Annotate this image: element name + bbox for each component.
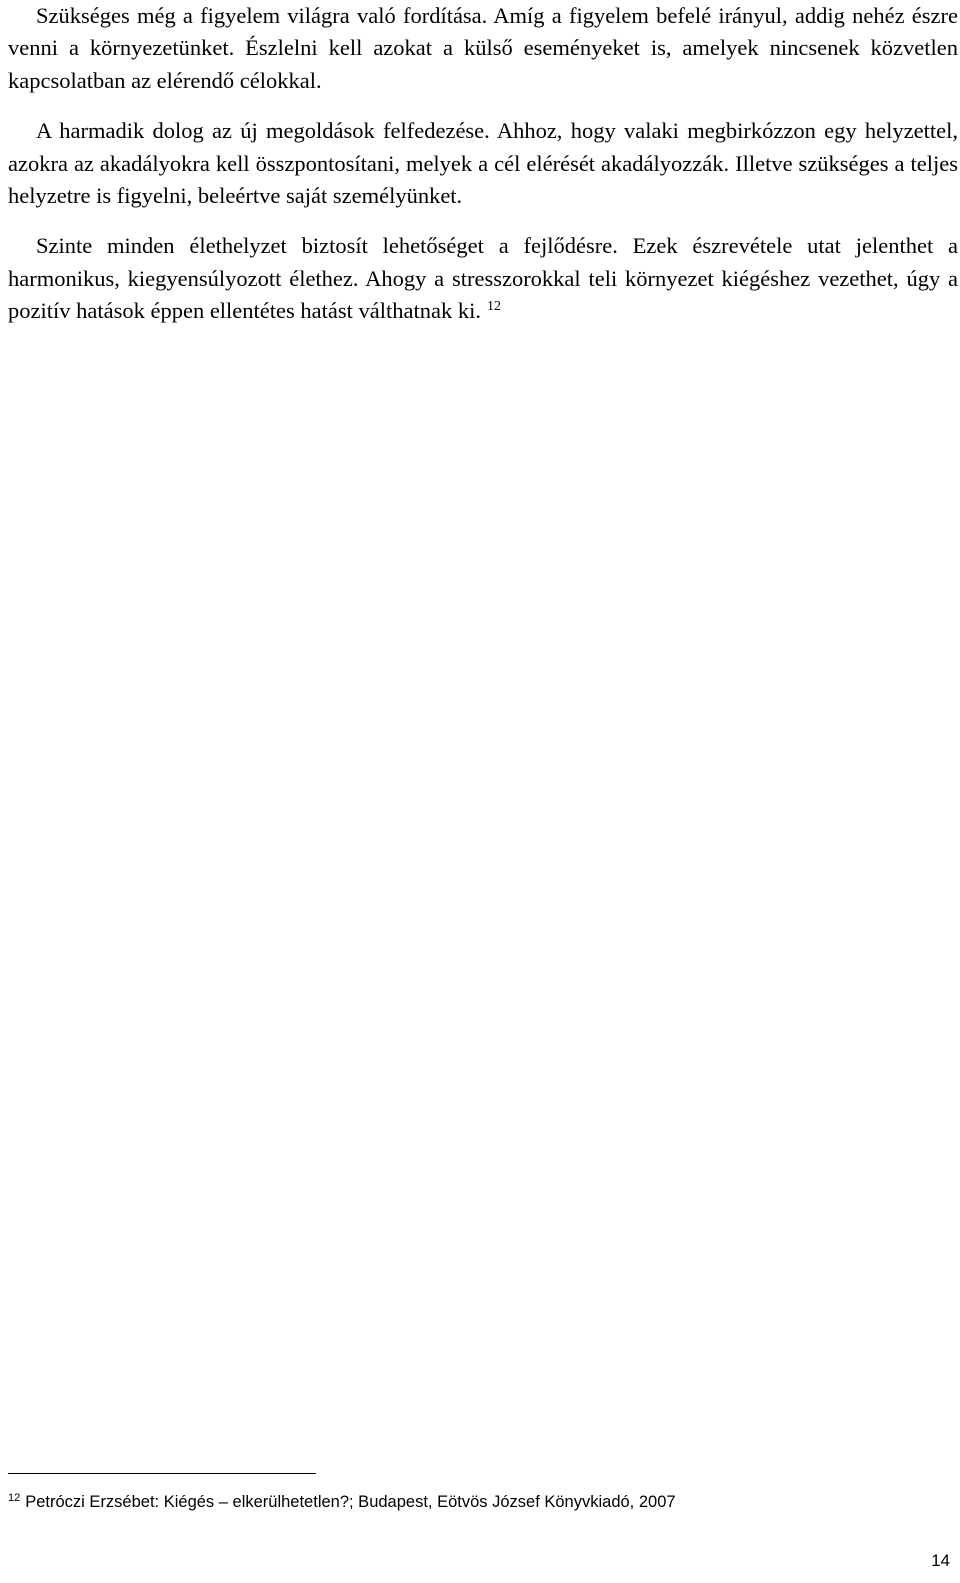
paragraph-3-text: Szinte minden élethelyzet biztosít lehetőséget a fejlődésre. Ezek észrevétele utat jelenthet a harmonikus, kiegyensúlyozott élethez. Ahogy a stresszorokkal teli környezet kiégéshez vezethet, úgy a pozitív hatások éppen ellentétes hatást válthatnak ki. xyxy=(8,233,958,324)
paragraph-3 xyxy=(8,230,958,327)
page-number: 14 xyxy=(931,1551,950,1570)
paragraph-1: Szükséges még a figyelem világra való fordítása. Amíg a figyelem befelé irányul, addig nehéz észre venni a környezetünket. Észlelni kell azokat a külső eseményeket is, amelyek nincsenek közvetlen kapcsolatban az elérendő célokkal. xyxy=(8,3,958,93)
paragraph-2: A harmadik dolog az új megoldások felfedezése. Ahhoz, hogy valaki megbirkózzon egy helyzettel, azokra az akadályokra kell összpontosítani, melyek a cél elérését akadályozzák. Illetve szükséges a teljes helyzetre is figyelni, beleértve saját személyünket. xyxy=(8,118,958,209)
footnote-reference[interactable]: 12 xyxy=(486,298,501,314)
footnote-separator xyxy=(8,1473,316,1474)
footnote xyxy=(8,1492,676,1512)
body-text xyxy=(8,0,958,328)
footnote-number: 12 xyxy=(8,1491,21,1504)
footnote-text: Petróczi Erzsébet: Kiégés – elkerülhetetlen?; Budapest, Eötvös József Könyvkiadó, 2007 xyxy=(25,1493,676,1511)
